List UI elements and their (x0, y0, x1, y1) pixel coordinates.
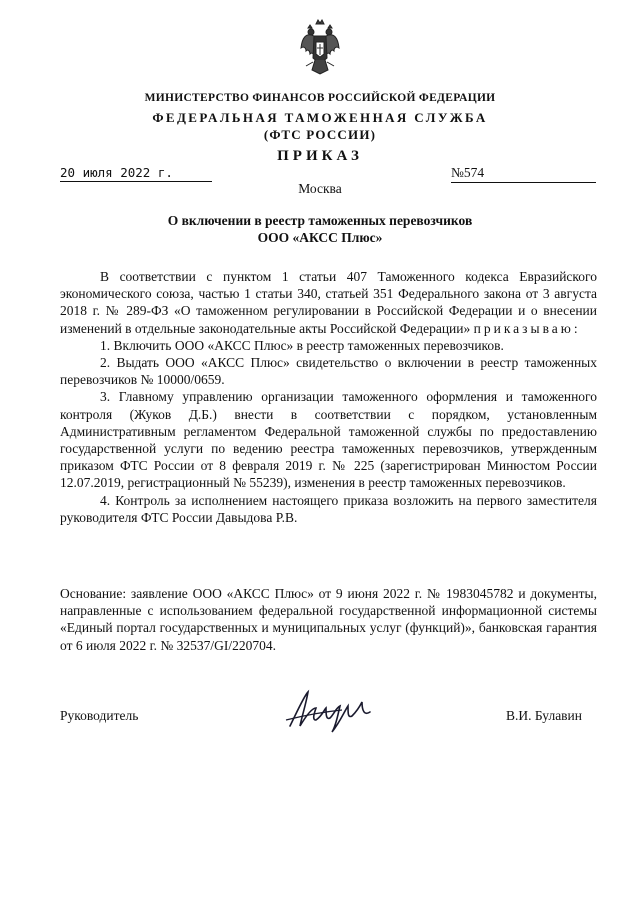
order-item-2: 2. Выдать ООО «АКСС Плюс» свидетельство о включении в реестр таможенных перевозчиков № 10000/0659. (60, 355, 597, 388)
service-name: ФЕДЕРАЛЬНАЯ ТАМОЖЕННАЯ СЛУЖБА (152, 110, 488, 125)
handwritten-signature (282, 686, 392, 734)
issue-city: Москва (298, 181, 342, 196)
service-abbreviation: (ФТС РОССИИ) (263, 127, 377, 142)
subject-line-1: О включении в реестр таможенных перевозчиков (167, 213, 473, 228)
order-subject (0, 212, 640, 246)
order-number: №574 (451, 165, 596, 183)
order-keyword: приказываю: (473, 320, 581, 336)
coat-of-arms-emblem (300, 18, 340, 84)
signer-title: Руководитель (60, 708, 139, 723)
preamble-text: В соответствии с пунктом 1 статьи 407 Таможенного кодекса Евразийского экономического союза, частью 1 статьи 340, статьей 351 Федерального закона от 3 августа 2018 г. № 289-ФЗ «О таможенном регулировании в Российской Федерации и о внесении изменений в отдельные законодательные акты Российской Федерации» (60, 269, 597, 336)
document-type: ПРИКАЗ (277, 148, 363, 164)
ministry-name: МИНИСТЕРСТВО ФИНАНСОВ РОССИЙСКОЙ ФЕДЕРАЦИИ (144, 92, 496, 104)
preamble-paragraph (60, 268, 597, 337)
order-date: 20 июля 2022 г. (60, 165, 212, 182)
signer-name: В.И. Булавин (506, 708, 583, 723)
subject-line-2: ООО «АКСС Плюс» (257, 230, 383, 245)
basis-text: Основание: заявление ООО «АКСС Плюс» от 9 июня 2022 г. № 1983045782 и документы, направленные с использованием федеральной государственной информационной системы «Единый портал государственных и муниципальных услуг (функций)», банковская гарантия от 6 июля 2022 г. № 32537/GI/220704. (60, 586, 597, 653)
order-body (60, 268, 597, 526)
basis-paragraph (60, 585, 597, 654)
order-item-3: 3. Главному управлению организации таможенного оформления и таможенного контроля (Жуков Д.Б.) внести в соответствии с порядком, установленным Административным регламентом Федеральной таможенной службы по предоставлению государственной услуги по ведению реестра таможенных перевозчиков, утвержденным приказом ФТС России от 8 февраля 2019 г. № 225 (зарегистрирован Минюстом России 12.07.2019, регистрационный № 55239), изменения в реестр таможенных перевозчиков. (60, 389, 597, 491)
order-item-1: 1. Включить ООО «АКСС Плюс» в реестр таможенных перевозчиков. (100, 337, 504, 353)
order-item-4: 4. Контроль за исполнением настоящего приказа возложить на первого заместителя руководителя ФТС России Давыдова Р.В. (60, 492, 597, 525)
